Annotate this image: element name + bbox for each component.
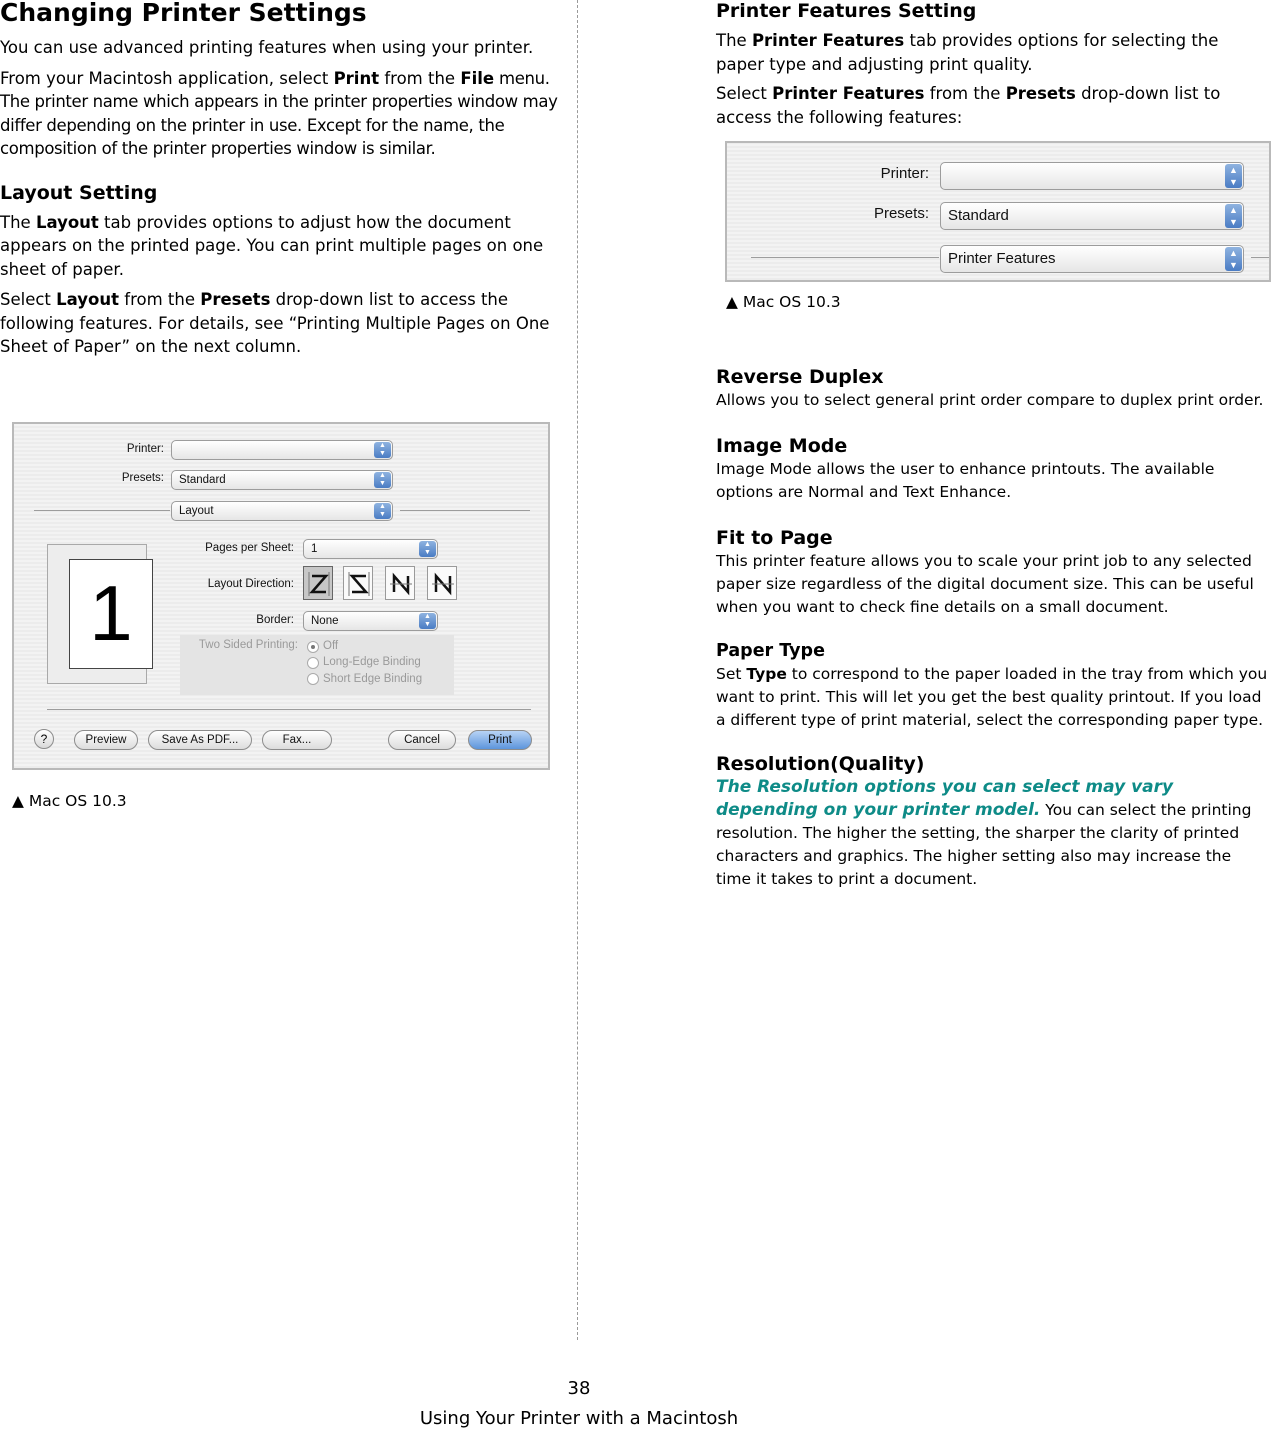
popup-arrows-icon: ▲ ▼ [419,541,436,557]
presets-popup-value: Standard [948,207,1009,224]
presets-popup[interactable] [171,470,393,490]
layout-dialog-caption: ▲ Mac OS 10.3 [12,792,127,810]
resolution-heading: Resolution(Quality) [716,753,925,775]
printer-features-term: Printer Features [772,84,925,103]
paper-type-text [716,663,1271,732]
panel-popup[interactable] [171,501,393,521]
popup-arrows-icon: ▲ ▼ [1225,164,1242,188]
image-mode-text: Image Mode allows the user to enhance printouts. The available options are Normal and Text Enhance. [716,460,1215,501]
direction-s-button[interactable] [343,566,373,600]
printer-popup[interactable] [940,162,1244,190]
left-column [0,0,560,359]
text-run: You can select the printing resolution. The higher the setting, the sharper the clarity of printed characters and graphics. The higher setting also may increase the time it takes to print a document. [716,801,1252,888]
layout-term: Layout [56,290,120,309]
text-run: to correspond to the paper loaded in the tray from which you want to print. This will let you get the best quality printout. If you load a different type of print material, select the corresponding paper type. [716,665,1268,729]
direction-n-reverse-icon [386,567,416,601]
paper-type-heading: Paper Type [716,641,825,661]
resolution-note: The Resolution options you can select may vary depending on your printer model. [716,777,1174,820]
short-edge-radio[interactable] [307,673,319,685]
layout-paragraph-1 [0,211,560,282]
popup-arrows-icon: ▲ ▼ [374,472,391,488]
direction-n-button[interactable] [427,566,457,600]
direction-z-button[interactable] [303,566,333,600]
file-term: File [460,68,495,88]
printer-label: Printer: [126,443,164,455]
column-divider [577,0,578,1340]
image-mode-heading: Image Mode [716,435,848,457]
layout-print-dialog [12,422,550,770]
fit-to-page-text: This printer feature allows you to scale your print job to any selected paper size regardless of the digital document size. This can be useful when you want to check fine details on a small document. [716,552,1254,616]
presets-popup-value: Standard [179,474,226,486]
preview-button[interactable]: Preview [74,730,138,750]
presets-popup[interactable] [940,202,1244,230]
presets-term: Presets [1005,84,1076,103]
layout-term: Layout [35,212,99,232]
pages-per-sheet-popup[interactable] [303,539,438,559]
text-run: from the [119,290,201,309]
presets-term: Presets [200,290,271,309]
text-run: From your Macintosh application, select [0,68,334,88]
text-run: The [0,212,36,232]
border-popup-value: None [311,615,339,627]
layout-paragraph-2 [0,288,560,359]
pages-per-sheet-label: Pages per Sheet: [205,542,294,554]
separator-line [1251,257,1269,258]
direction-n-reverse-button[interactable] [385,566,415,600]
text-run: drop-down list to access the following features. For details, see “Printing Multiple Pages on One Sheet of Paper” on the next column. [0,290,550,356]
preview-page: 1 [69,559,153,669]
long-edge-label: Long-Edge Binding [323,656,421,668]
features-paragraph-2 [716,82,1271,129]
two-sided-off-radio[interactable] [307,641,319,653]
text-run: from the [924,84,1006,103]
features-dialog-caption: ▲ Mac OS 10.3 [726,293,841,311]
border-popup[interactable] [303,611,438,631]
printer-label: Printer: [880,165,929,182]
popup-arrows-icon: ▲ ▼ [1225,204,1242,228]
separator-line [34,510,170,511]
text-run: menu. The printer name which appears in the printer properties window may differ depending on the printer in use. Except for the name, the composition of the printer properties window is similar. [0,68,558,158]
pages-per-sheet-value: 1 [311,543,318,555]
reverse-duplex-text: Allows you to select general print order compare to duplex print order. [716,391,1264,409]
long-edge-radio[interactable] [307,657,319,669]
features-paragraph-1 [716,29,1271,76]
direction-s-icon [344,567,374,601]
page-number: 38 [567,1378,591,1399]
text-run: from the [379,68,461,88]
direction-n-icon [428,567,458,601]
separator-line [400,510,530,511]
presets-label: Presets: [121,472,164,484]
popup-arrows-icon: ▲ ▼ [419,613,436,629]
features-list [716,365,1271,891]
popup-arrows-icon: ▲ ▼ [374,503,391,519]
popup-arrows-icon: ▲ ▼ [374,442,391,458]
text-run: Set [716,665,747,683]
resolution-text [716,776,1271,891]
print-term: Print [333,68,380,88]
text-run: drop-down list to access the following features: [716,84,1221,127]
printer-features-dialog [725,141,1271,282]
layout-setting-heading: Layout Setting [0,181,158,204]
page-title: Changing Printer Settings [0,0,367,27]
presets-label: Presets: [873,205,929,222]
separator-line [751,257,939,258]
text-run: tab provides options for selecting the paper type and adjusting print quality. [716,31,1219,74]
panel-popup[interactable] [940,245,1244,273]
fax-button[interactable]: Fax... [262,730,332,750]
fit-to-page-heading: Fit to Page [716,527,833,549]
reverse-duplex-heading: Reverse Duplex [716,366,884,388]
text-run: The [716,31,752,50]
separator-line [47,709,531,710]
right-column [716,0,1271,129]
print-button[interactable]: Print [468,730,532,750]
footer-title: Using Your Printer with a Macintosh [419,1408,739,1429]
printer-features-heading: Printer Features Setting [716,0,977,22]
save-as-pdf-button[interactable]: Save As PDF... [148,730,252,750]
two-sided-off-label: Off [323,640,339,652]
printer-features-term: Printer Features [751,31,905,50]
text-run: tab provides options to adjust how the document appears on the printed page. You can print multiple pages on one sheet of paper. [0,212,544,279]
direction-z-icon [304,567,334,601]
panel-popup-value: Layout [179,505,214,517]
two-sided-label: Two Sided Printing: [198,639,298,651]
text-run: Select [0,290,57,309]
intro-paragraph-2 [0,67,560,161]
layout-direction-label: Layout Direction: [207,578,294,590]
printer-popup[interactable] [171,440,393,460]
type-term: Type [746,665,787,683]
panel-popup-value: Printer Features [948,250,1056,267]
border-label: Border: [256,614,294,626]
help-button[interactable]: ? [34,729,54,749]
short-edge-label: Short Edge Binding [323,673,423,685]
intro-paragraph-1: You can use advanced printing features when using your printer. [0,38,534,57]
text-run: Select [716,84,773,103]
cancel-button[interactable]: Cancel [388,730,456,750]
popup-arrows-icon: ▲ ▼ [1225,247,1242,271]
